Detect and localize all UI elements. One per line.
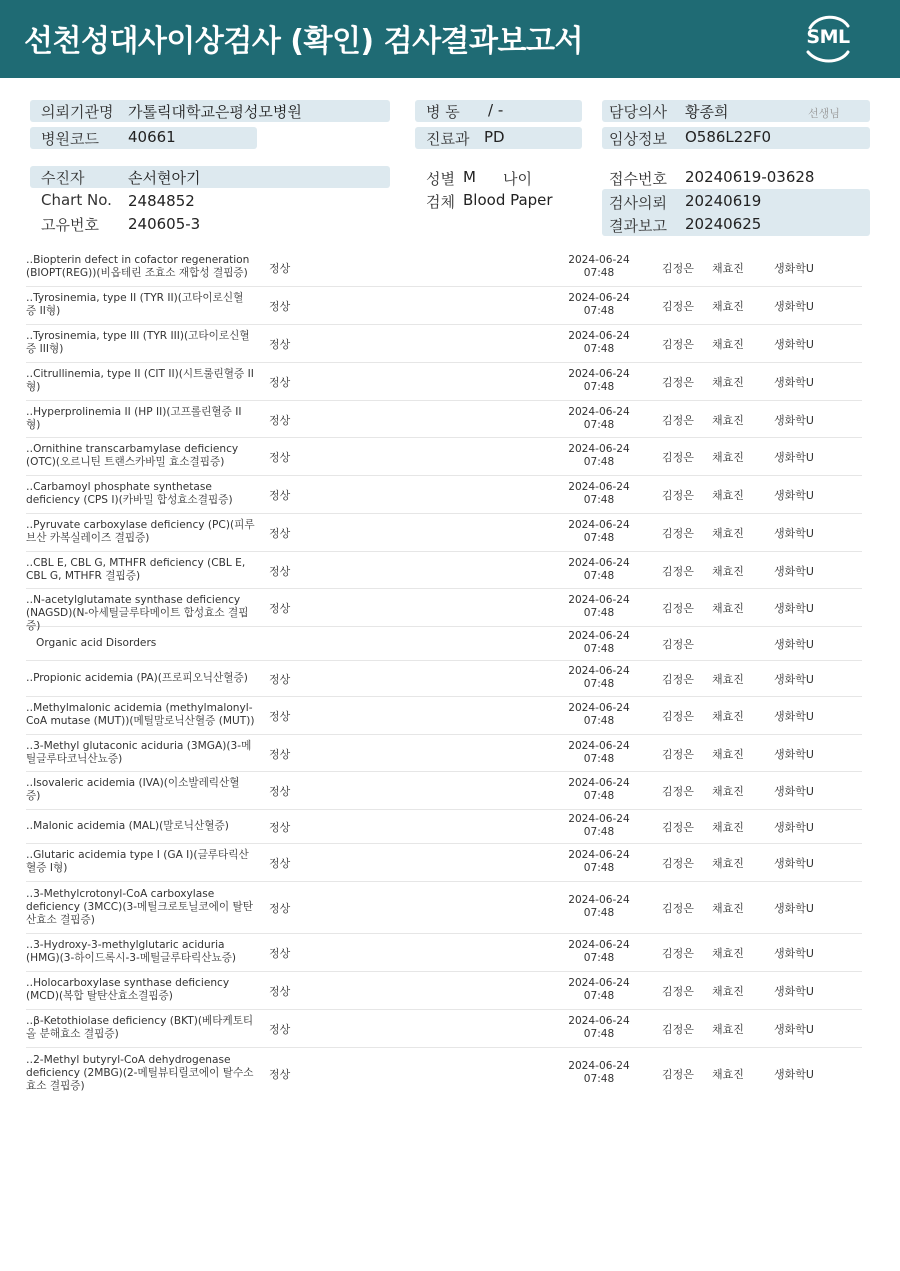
result-date: 2024-06-24 (568, 254, 630, 266)
department: 생화학U (774, 451, 814, 464)
result-time: 07:48 (583, 494, 615, 506)
result-date: 2024-06-24 (568, 702, 630, 714)
checker-name: 채효진 (712, 527, 744, 540)
result-row (26, 1009, 862, 1048)
result-row (26, 843, 862, 882)
result-date: 2024-06-24 (568, 594, 630, 606)
checker-name: 채효진 (712, 602, 744, 615)
result-row (26, 551, 862, 589)
result-time: 07:48 (583, 907, 615, 919)
test-name: ‥Holocarboxylase synthase deficiency (MCD)(복합 탈탄산효소결핍증) (26, 977, 230, 1002)
result-date: 2024-06-24 (568, 1015, 630, 1027)
checker-name: 채효진 (712, 300, 744, 313)
result-time: 07:48 (583, 267, 615, 279)
dept-value: PD (484, 128, 505, 146)
ward-label: 병 동 (426, 103, 460, 121)
tester-name: 김정은 (662, 638, 694, 651)
clinical-value: O586L22F0 (685, 128, 772, 146)
result-date: 2024-06-24 (568, 368, 630, 380)
result-datetime (564, 1060, 634, 1086)
department: 생화학U (774, 985, 814, 998)
test-name: ‥N-acetylglutamate synthase deficiency (NAGSD)(N-아세틸글루타메이트 합성효소 결핍증) (26, 594, 249, 632)
department: 생화학U (774, 947, 814, 960)
result-value: 정상 (269, 785, 291, 798)
tester-name: 김정은 (662, 300, 694, 313)
result-date: 2024-06-24 (568, 740, 630, 752)
result-datetime (564, 939, 634, 965)
result-time: 07:48 (583, 678, 615, 690)
result-time: 07:48 (583, 381, 615, 393)
report-title: 선천성대사이상검사 (확인) 검사결과보고서 (24, 24, 583, 59)
department: 생화학U (774, 857, 814, 870)
result-datetime (564, 292, 634, 318)
sml-logo (800, 12, 856, 66)
dept-label: 진료과 (426, 130, 470, 148)
result-time: 07:48 (583, 952, 615, 964)
result-time: 07:48 (583, 643, 615, 655)
result-value: 정상 (269, 748, 291, 761)
department: 생화학U (774, 748, 814, 761)
result-row (26, 588, 862, 632)
result-value: 정상 (269, 1068, 291, 1081)
ward-value: / - (488, 101, 504, 119)
report-header (0, 0, 900, 78)
tester-name: 김정은 (662, 857, 694, 870)
test-name: ‥3-Methyl glutaconic aciduria (3MGA)(3-메틸글루타코닉산뇨증) (26, 740, 252, 765)
result-date: 2024-06-24 (568, 519, 630, 531)
test-name: ‥Ornithine transcarbamylase deficiency (OTC)(오르니틴 트랜스카바밀 효소결핍증) (26, 443, 239, 468)
department: 생화학U (774, 262, 814, 275)
tester-name: 김정은 (662, 527, 694, 540)
checker-name: 채효진 (712, 902, 744, 915)
result-value: 정상 (269, 602, 291, 615)
doctor-value: 황종희 (685, 103, 729, 121)
result-time: 07:48 (583, 1073, 615, 1085)
department: 생화학U (774, 527, 814, 540)
result-time: 07:48 (583, 456, 615, 468)
specimen-label: 검체 (426, 193, 455, 211)
receipt-label: 접수번호 (609, 170, 667, 188)
result-time: 07:48 (583, 532, 615, 544)
tester-name: 김정은 (662, 821, 694, 834)
result-time: 07:48 (583, 862, 615, 874)
result-date: 2024-06-24 (568, 894, 630, 906)
result-row (26, 734, 862, 772)
result-datetime (564, 594, 634, 620)
test-name: ‥3-Methylcrotonyl-CoA carboxylase deficiency (3MCC)(3-메틸크로토닐코에이 탈탄산효소 결핍증) (26, 888, 253, 926)
result-row (26, 626, 862, 661)
department: 생화학U (774, 1068, 814, 1081)
checker-name: 채효진 (712, 565, 744, 578)
tester-name: 김정은 (662, 985, 694, 998)
tester-name: 김정은 (662, 602, 694, 615)
result-row (26, 286, 862, 325)
department: 생화학U (774, 565, 814, 578)
result-row (26, 248, 862, 287)
result-value: 정상 (269, 414, 291, 427)
checker-name: 채효진 (712, 947, 744, 960)
department: 생화학U (774, 338, 814, 351)
checker-name: 채효진 (712, 821, 744, 834)
result-date: 2024-06-24 (568, 665, 630, 677)
result-value: 정상 (269, 985, 291, 998)
tester-name: 김정은 (662, 451, 694, 464)
department: 생화학U (774, 710, 814, 723)
doctor-suffix: 선생님 (808, 107, 840, 120)
department: 생화학U (774, 638, 814, 651)
department: 생화학U (774, 300, 814, 313)
test-name: ‥Pyruvate carboxylase deficiency (PC)(피루브산 카복실레이즈 결핍증) (26, 519, 255, 544)
result-date: 2024-06-24 (568, 777, 630, 789)
result-value: 정상 (269, 947, 291, 960)
result-datetime (564, 254, 634, 280)
logo-text: SML (806, 26, 850, 48)
tester-name: 김정은 (662, 338, 694, 351)
institution-label: 의뢰기관명 (41, 103, 114, 121)
result-value: 정상 (269, 857, 291, 870)
checker-name: 채효진 (712, 1023, 744, 1036)
result-row (26, 660, 862, 697)
result-date: 2024-06-24 (568, 481, 630, 493)
result-date: 2024-06-24 (568, 443, 630, 455)
result-value: 정상 (269, 376, 291, 389)
tester-name: 김정은 (662, 1068, 694, 1081)
tester-name: 김정은 (662, 1023, 694, 1036)
doctor-label: 담당의사 (609, 103, 667, 121)
checker-name: 채효진 (712, 489, 744, 502)
receipt-value: 20240619-03628 (685, 168, 815, 186)
test-name: ‥3-Hydroxy-3-methylglutaric aciduria (HMG)(3-하이드록시-3-메틸글루타릭산뇨증) (26, 939, 237, 964)
tester-name: 김정은 (662, 947, 694, 960)
result-date: 2024-06-24 (568, 977, 630, 989)
patient-label: 수진자 (41, 169, 85, 187)
department: 생화학U (774, 489, 814, 502)
result-datetime (564, 1015, 634, 1041)
result-value: 정상 (269, 902, 291, 915)
unique-value: 240605-3 (128, 215, 201, 233)
checker-name: 채효진 (712, 451, 744, 464)
result-datetime (564, 481, 634, 507)
result-time: 07:48 (583, 343, 615, 355)
result-value: 정상 (269, 821, 291, 834)
department: 생화학U (774, 785, 814, 798)
checker-name: 채효진 (712, 785, 744, 798)
checker-name: 채효진 (712, 1068, 744, 1081)
result-row (26, 400, 862, 438)
result-value: 정상 (269, 300, 291, 313)
result-datetime (564, 894, 634, 920)
test-name: ‥Hyperprolinemia II (HP II)(고프롤린혈증 II형) (26, 406, 242, 431)
result-row (26, 971, 862, 1010)
result-row (26, 933, 862, 972)
result-row (26, 809, 862, 844)
result-row (26, 1047, 862, 1099)
result-time: 07:48 (583, 305, 615, 317)
tester-name: 김정은 (662, 710, 694, 723)
result-date: 2024-06-24 (568, 557, 630, 569)
result-time: 07:48 (583, 790, 615, 802)
result-value: 정상 (269, 1023, 291, 1036)
result-value: 정상 (269, 710, 291, 723)
result-row (26, 513, 862, 552)
result-datetime (564, 777, 634, 803)
clinical-label: 임상정보 (609, 130, 667, 148)
checker-name: 채효진 (712, 673, 744, 686)
checker-name: 채효진 (712, 710, 744, 723)
result-value: 정상 (269, 338, 291, 351)
result-datetime (564, 665, 634, 691)
checker-name: 채효진 (712, 262, 744, 275)
test-name: ‥Glutaric acidemia type I (GA I)(글루타릭산혈증 I형) (26, 849, 249, 874)
checker-name: 채효진 (712, 338, 744, 351)
result-datetime (564, 630, 634, 656)
chart-label: Chart No. (41, 191, 112, 209)
result-datetime (564, 740, 634, 766)
result-date: 2024-06-24 (568, 406, 630, 418)
result-row (26, 696, 862, 735)
result-date: 2024-06-24 (568, 939, 630, 951)
test-name: ‥CBL E, CBL G, MTHFR deficiency (CBL E, CBL G, MTHFR 결핍증) (26, 557, 246, 582)
checker-name: 채효진 (712, 414, 744, 427)
tester-name: 김정은 (662, 785, 694, 798)
result-row (26, 362, 862, 401)
result-row (26, 437, 862, 476)
result-value: 정상 (269, 489, 291, 502)
result-date: 2024-06-24 (568, 1060, 630, 1072)
test-name: ‥Carbamoyl phosphate synthetase deficiency (CPS I)(카바밀 합성효소결핍증) (26, 481, 233, 506)
result-datetime (564, 330, 634, 356)
test-name: ‥β-Ketothiolase deficiency (BKT)(베타케토티올 분해효소 결핍증) (26, 1015, 254, 1040)
result-datetime (564, 813, 634, 839)
tester-name: 김정은 (662, 748, 694, 761)
result-row (26, 475, 862, 514)
test-name: ‥Tyrosinemia, type III (TYR III)(고타이로신혈증 III형) (26, 330, 250, 355)
result-value: 정상 (269, 262, 291, 275)
result-datetime (564, 702, 634, 728)
tester-name: 김정은 (662, 489, 694, 502)
result-time: 07:48 (583, 753, 615, 765)
tester-name: 김정은 (662, 376, 694, 389)
result-datetime (564, 368, 634, 394)
test-name: ‥Biopterin defect in cofactor regeneration (BIOPT(REG))(비옵테린 조효소 재합성 결핍증) (26, 254, 250, 279)
tester-name: 김정은 (662, 414, 694, 427)
age-label: 나이 (503, 170, 532, 188)
result-row (26, 324, 862, 363)
result-row (26, 771, 862, 810)
result-date: 2024-06-24 (568, 849, 630, 861)
patient-value: 손서현아기 (128, 169, 201, 187)
test-name: ‥Isovaleric acidemia (IVA)(이소발레릭산혈증) (26, 777, 240, 802)
result-datetime (564, 849, 634, 875)
result-value: 정상 (269, 565, 291, 578)
chart-value: 2484852 (128, 192, 195, 210)
test-name: ‥Malonic acidemia (MAL)(말로닉산혈증) (26, 820, 229, 832)
tester-name: 김정은 (662, 902, 694, 915)
result-value: 정상 (269, 527, 291, 540)
department: 생화학U (774, 673, 814, 686)
report-label: 결과보고 (609, 217, 667, 235)
result-datetime (564, 519, 634, 545)
result-time: 07:48 (583, 419, 615, 431)
result-datetime (564, 977, 634, 1003)
result-time: 07:48 (583, 715, 615, 727)
request-value: 20240619 (685, 192, 762, 210)
result-datetime (564, 557, 634, 583)
specimen-value: Blood Paper (463, 191, 553, 209)
test-name: ‥Citrullinemia, type II (CIT II)(시트룰린혈증 II형) (26, 368, 254, 393)
result-datetime (564, 443, 634, 469)
test-name: ‥Propionic acidemia (PA)(프로피오닉산혈증) (26, 672, 248, 684)
institution-value: 가톨릭대학교은평성모병원 (128, 103, 302, 121)
result-date: 2024-06-24 (568, 330, 630, 342)
tester-name: 김정은 (662, 262, 694, 275)
department: 생화학U (774, 414, 814, 427)
tester-name: 김정은 (662, 565, 694, 578)
result-time: 07:48 (583, 990, 615, 1002)
hospital-code-value: 40661 (128, 128, 176, 146)
department: 생화학U (774, 602, 814, 615)
result-row (26, 881, 862, 934)
result-time: 07:48 (583, 1028, 615, 1040)
request-label: 검사의뢰 (609, 194, 667, 212)
result-datetime (564, 406, 634, 432)
checker-name: 채효진 (712, 748, 744, 761)
department: 생화학U (774, 902, 814, 915)
department: 생화학U (774, 821, 814, 834)
department: 생화학U (774, 376, 814, 389)
result-time: 07:48 (583, 570, 615, 582)
result-date: 2024-06-24 (568, 630, 630, 642)
test-name: ‥Tyrosinemia, type II (TYR II)(고타이로신혈증 II형) (26, 292, 244, 317)
result-time: 07:48 (583, 826, 615, 838)
result-time: 07:48 (583, 607, 615, 619)
test-name: Organic acid Disorders (36, 637, 157, 649)
report-value: 20240625 (685, 215, 762, 233)
result-date: 2024-06-24 (568, 813, 630, 825)
unique-label: 고유번호 (41, 216, 99, 234)
result-value: 정상 (269, 451, 291, 464)
checker-name: 채효진 (712, 857, 744, 870)
sex-label: 성별 (426, 170, 455, 188)
tester-name: 김정은 (662, 673, 694, 686)
sex-value: M (463, 168, 476, 186)
result-date: 2024-06-24 (568, 292, 630, 304)
department: 생화학U (774, 1023, 814, 1036)
result-value: 정상 (269, 673, 291, 686)
test-name: ‥Methylmalonic acidemia (methylmalonyl-CoA mutase (MUT))(메틸말로닉산혈증 (MUT)) (26, 702, 255, 727)
checker-name: 채효진 (712, 985, 744, 998)
checker-name: 채효진 (712, 376, 744, 389)
test-name: ‥2-Methyl butyryl-CoA dehydrogenase deficiency (2MBG)(2-메틸뷰티릴코에이 탈수소효소 결핍증) (26, 1054, 254, 1092)
hospital-code-label: 병원코드 (41, 130, 99, 148)
